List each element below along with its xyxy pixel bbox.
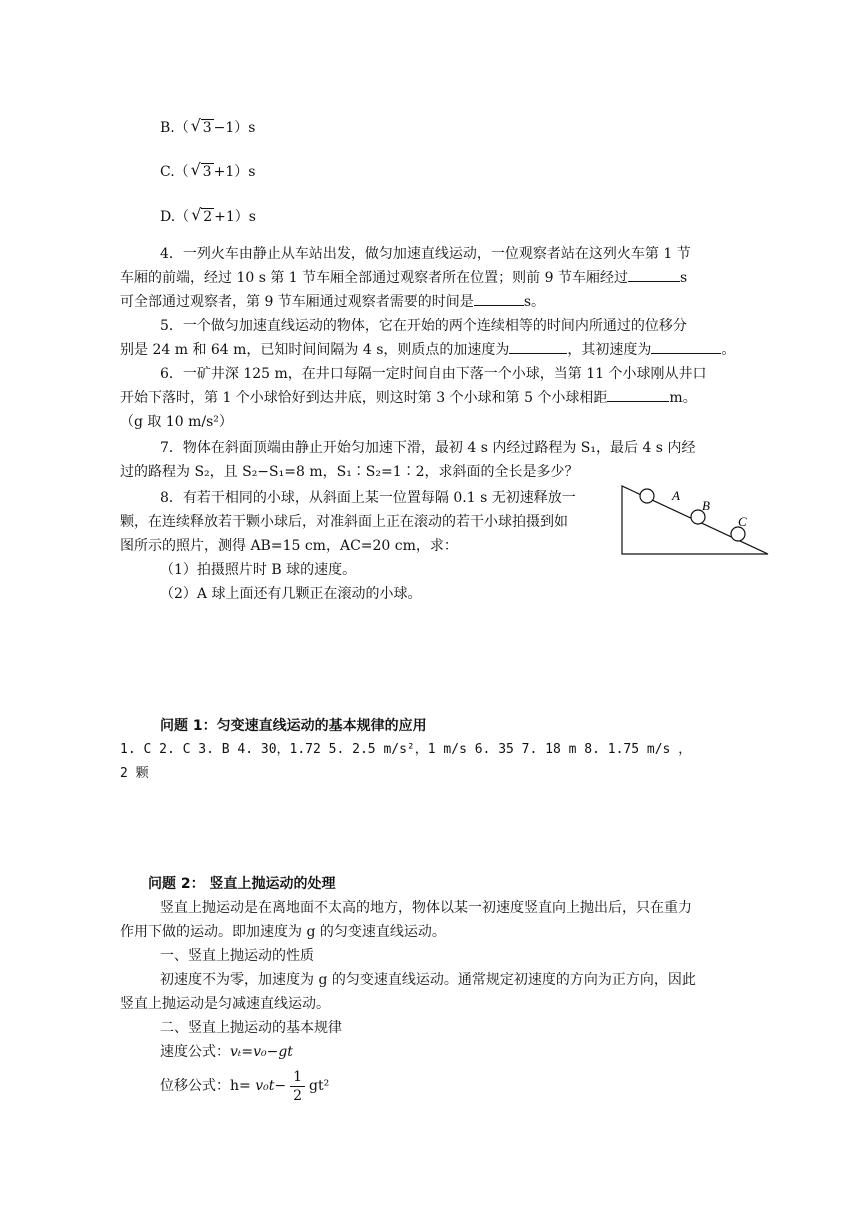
q8-line3: 图所示的照片，测得 AB=15 cm，AC=20 cm，求： (120, 538, 458, 554)
q7-line1: 7．物体在斜面顶端由静止开始匀加速下滑，最初 4 s 内经过路程为 S₁，最后 4 s 内经 (160, 440, 696, 456)
answers-heading: 问题 1：匀变速直线运动的基本规律的应用 (160, 718, 427, 734)
fraction: $\frac{1}{2}$ (290, 1068, 305, 1105)
q5-line1: 5．一个做匀加速直线运动的物体，它在开始的两个连续相等的时间内所通过的位移分 (160, 318, 687, 334)
option-c: C.（ √ 3 +1）s (160, 160, 780, 184)
velocity-formula: 速度公式：vₜ=v₀−gt (160, 1044, 293, 1060)
answer-blank (607, 387, 669, 402)
q6-line3: （g 取 10 m/s²） (120, 414, 233, 430)
incline-diagram (620, 484, 770, 558)
q8-line1: 8．有若干相同的小球，从斜面上某一位置每隔 0.1 s 无初速释放一 (160, 490, 576, 506)
problem2-heading: 问题 2： 竖直上抛运动的处理 (148, 876, 336, 892)
problem2-p3: 初速度不为零，加速度为 g 的匀变速直线运动。通常规定初速度的方向为正方向，因此 (160, 972, 696, 988)
q4-line3: 可全部通过观察者，第 9 节车厢通过观察者需要的时间是 s。 (120, 290, 740, 314)
sqrt-symbol: √ 3 (190, 116, 212, 136)
answer-blank (509, 339, 567, 354)
option-b: B.（ √ 3 −1）s (160, 116, 780, 140)
label-b: B (702, 498, 710, 513)
answer-blank (628, 267, 680, 282)
problem2-section2: 二、竖直上抛运动的基本规律 (160, 1020, 342, 1036)
option-d: D.（ √ 2 +1）s (160, 205, 780, 229)
q4-line2: 车厢的前端，经过 10 s 第 1 节车厢全部通过观察者所在位置；则前 9 节车厢经过 s (120, 266, 740, 290)
q6-line2: 开始下落时，第 1 个小球恰好到达井底，则这时第 3 个小球和第 5 个小球相距 m。 (120, 386, 740, 410)
problem2-p1: 竖直上抛运动是在离地面不太高的地方，物体以某一初速度竖直向上抛出后，只在重力 (160, 900, 692, 916)
q8-line2: 颗，在连续释放若干颗小球后，对准斜面上正在滚动的若干小球拍摄到如 (120, 514, 568, 530)
q5-line2: 别是 24 m 和 64 m，已知时间间隔为 4 s，则质点的加速度为 ，其初速度为 。 (120, 338, 740, 362)
q7-line2: 过的路程为 S₂，且 S₂−S₁=8 m，S₁∶S₂=1∶2，求斜面的全长是多少？ (120, 464, 579, 480)
problem2-p2: 作用下做的运动。即加速度为 g 的匀变速直线运动。 (120, 924, 446, 940)
label-c: C (738, 514, 747, 529)
ball-a (640, 489, 654, 503)
problem2-p4: 竖直上抛运动是匀减速直线运动。 (120, 996, 330, 1012)
ball-c (731, 527, 745, 541)
displacement-formula: 位移公式：h= v₀t− $\frac{1}{2}$ gt² (160, 1068, 330, 1104)
sqrt-symbol: √ 3 (190, 160, 212, 180)
answer-blank (651, 339, 721, 354)
answers-line2: 2 颗 (120, 766, 149, 781)
q8-sub1: （1）拍摄照片时 B 球的速度。 (160, 562, 357, 578)
label-a: A (672, 488, 680, 503)
answer-blank (474, 291, 524, 306)
q4-line1: 4．一列火车由静止从车站出发，做匀加速直线运动，一位观察者站在这列火车第 1 节 (160, 246, 691, 262)
q8-sub2: （2）A 球上面还有几颗正在滚动的小球。 (160, 586, 422, 602)
answers-line1: 1. C 2. C 3. B 4. 30，1.72 5. 2.5 m/s²，1 m/s 6. 35 7. 18 m 8. 1.75 m/s ， (120, 742, 692, 757)
problem2-section1: 一、竖直上抛运动的性质 (160, 948, 314, 964)
q6-line1: 6．一矿井深 125 m，在井口每隔一定时间自由下落一个小球，当第 11 个小球刚从井口 (160, 366, 707, 382)
sqrt-symbol: √ 2 (191, 205, 213, 225)
